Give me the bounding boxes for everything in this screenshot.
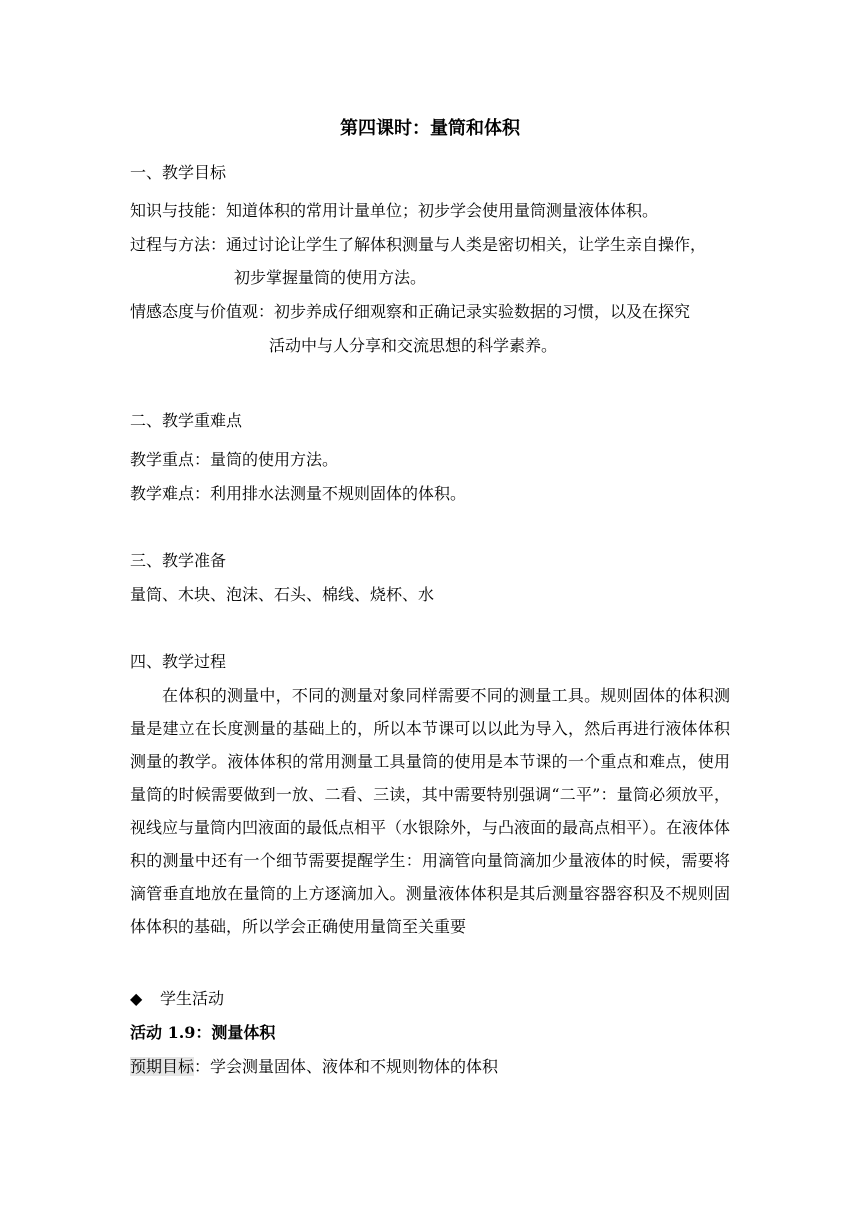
goal-label-highlight: 预期目标 xyxy=(130,1057,195,1076)
page-title: 第四课时：量筒和体积 xyxy=(340,118,520,139)
goals-process-line1: 过程与方法：通过讨论让学生了解体积测量与人类是密切相关，让学生亲自操作， xyxy=(130,235,707,254)
process-heading: 四、教学过程 xyxy=(130,652,227,671)
goals-attitude-line1: 情感态度与价值观：初步养成仔细观察和正确记录实验数据的习惯，以及在探究 xyxy=(130,302,691,321)
activity-title: 活动 1.9：测量体积 xyxy=(130,1023,276,1042)
activity-heading-row xyxy=(130,988,224,1010)
process-paragraph: 在体积的测量中，不同的测量对象同样需要不同的测量工具。规则固体的体积测量是建立在长度测量的基础上的，所以本节课可以以此为导入，然后再进行液体体积测量的教学。液体体积的常用测量工具量筒的使用是本节课的一个重点和难点，使用量筒的时候需要做到一放、二看、三读，其中需要特别强调“二平”：量筒必须放平，视线应与量筒内凹液面的最低点相平（水银除外，与凸液面的最高点相平）。在液体体积的测量中还有一个细节需要提醒学生：用滴管向量筒滴加少量液体的时候，需要将滴管垂直地放在量筒的上方逐滴加入。测量液体体积是其后测量容器容积及不规则固体体积的基础，所以学会正确使用量筒至关重要 xyxy=(130,686,731,936)
goal-text: ：学会测量固体、液体和不规则物体的体积 xyxy=(194,1057,499,1076)
preparation-heading: 三、教学准备 xyxy=(130,551,227,570)
key-points-heading: 二、教学重难点 xyxy=(130,411,243,430)
activity-goal xyxy=(130,1056,498,1078)
preparation-items: 量筒、木块、泡沫、石头、棉线、烧杯、水 xyxy=(130,585,435,604)
diamond-bullet-icon: ◆ xyxy=(130,989,143,1008)
activity-heading: 学生活动 xyxy=(160,989,225,1008)
goals-attitude-line2: 活动中与人分享和交流思想的科学素养。 xyxy=(269,336,558,355)
difficulty-point: 教学难点：利用排水法测量不规则固体的体积。 xyxy=(130,484,467,503)
goals-knowledge: 知识与技能：知道体积的常用计量单位；初步学会使用量筒测量液体体积。 xyxy=(130,201,659,220)
key-point: 教学重点：量筒的使用方法。 xyxy=(130,450,339,469)
goals-process-line2: 初步掌握量筒的使用方法。 xyxy=(234,268,427,287)
goals-heading: 一、教学目标 xyxy=(130,163,227,182)
